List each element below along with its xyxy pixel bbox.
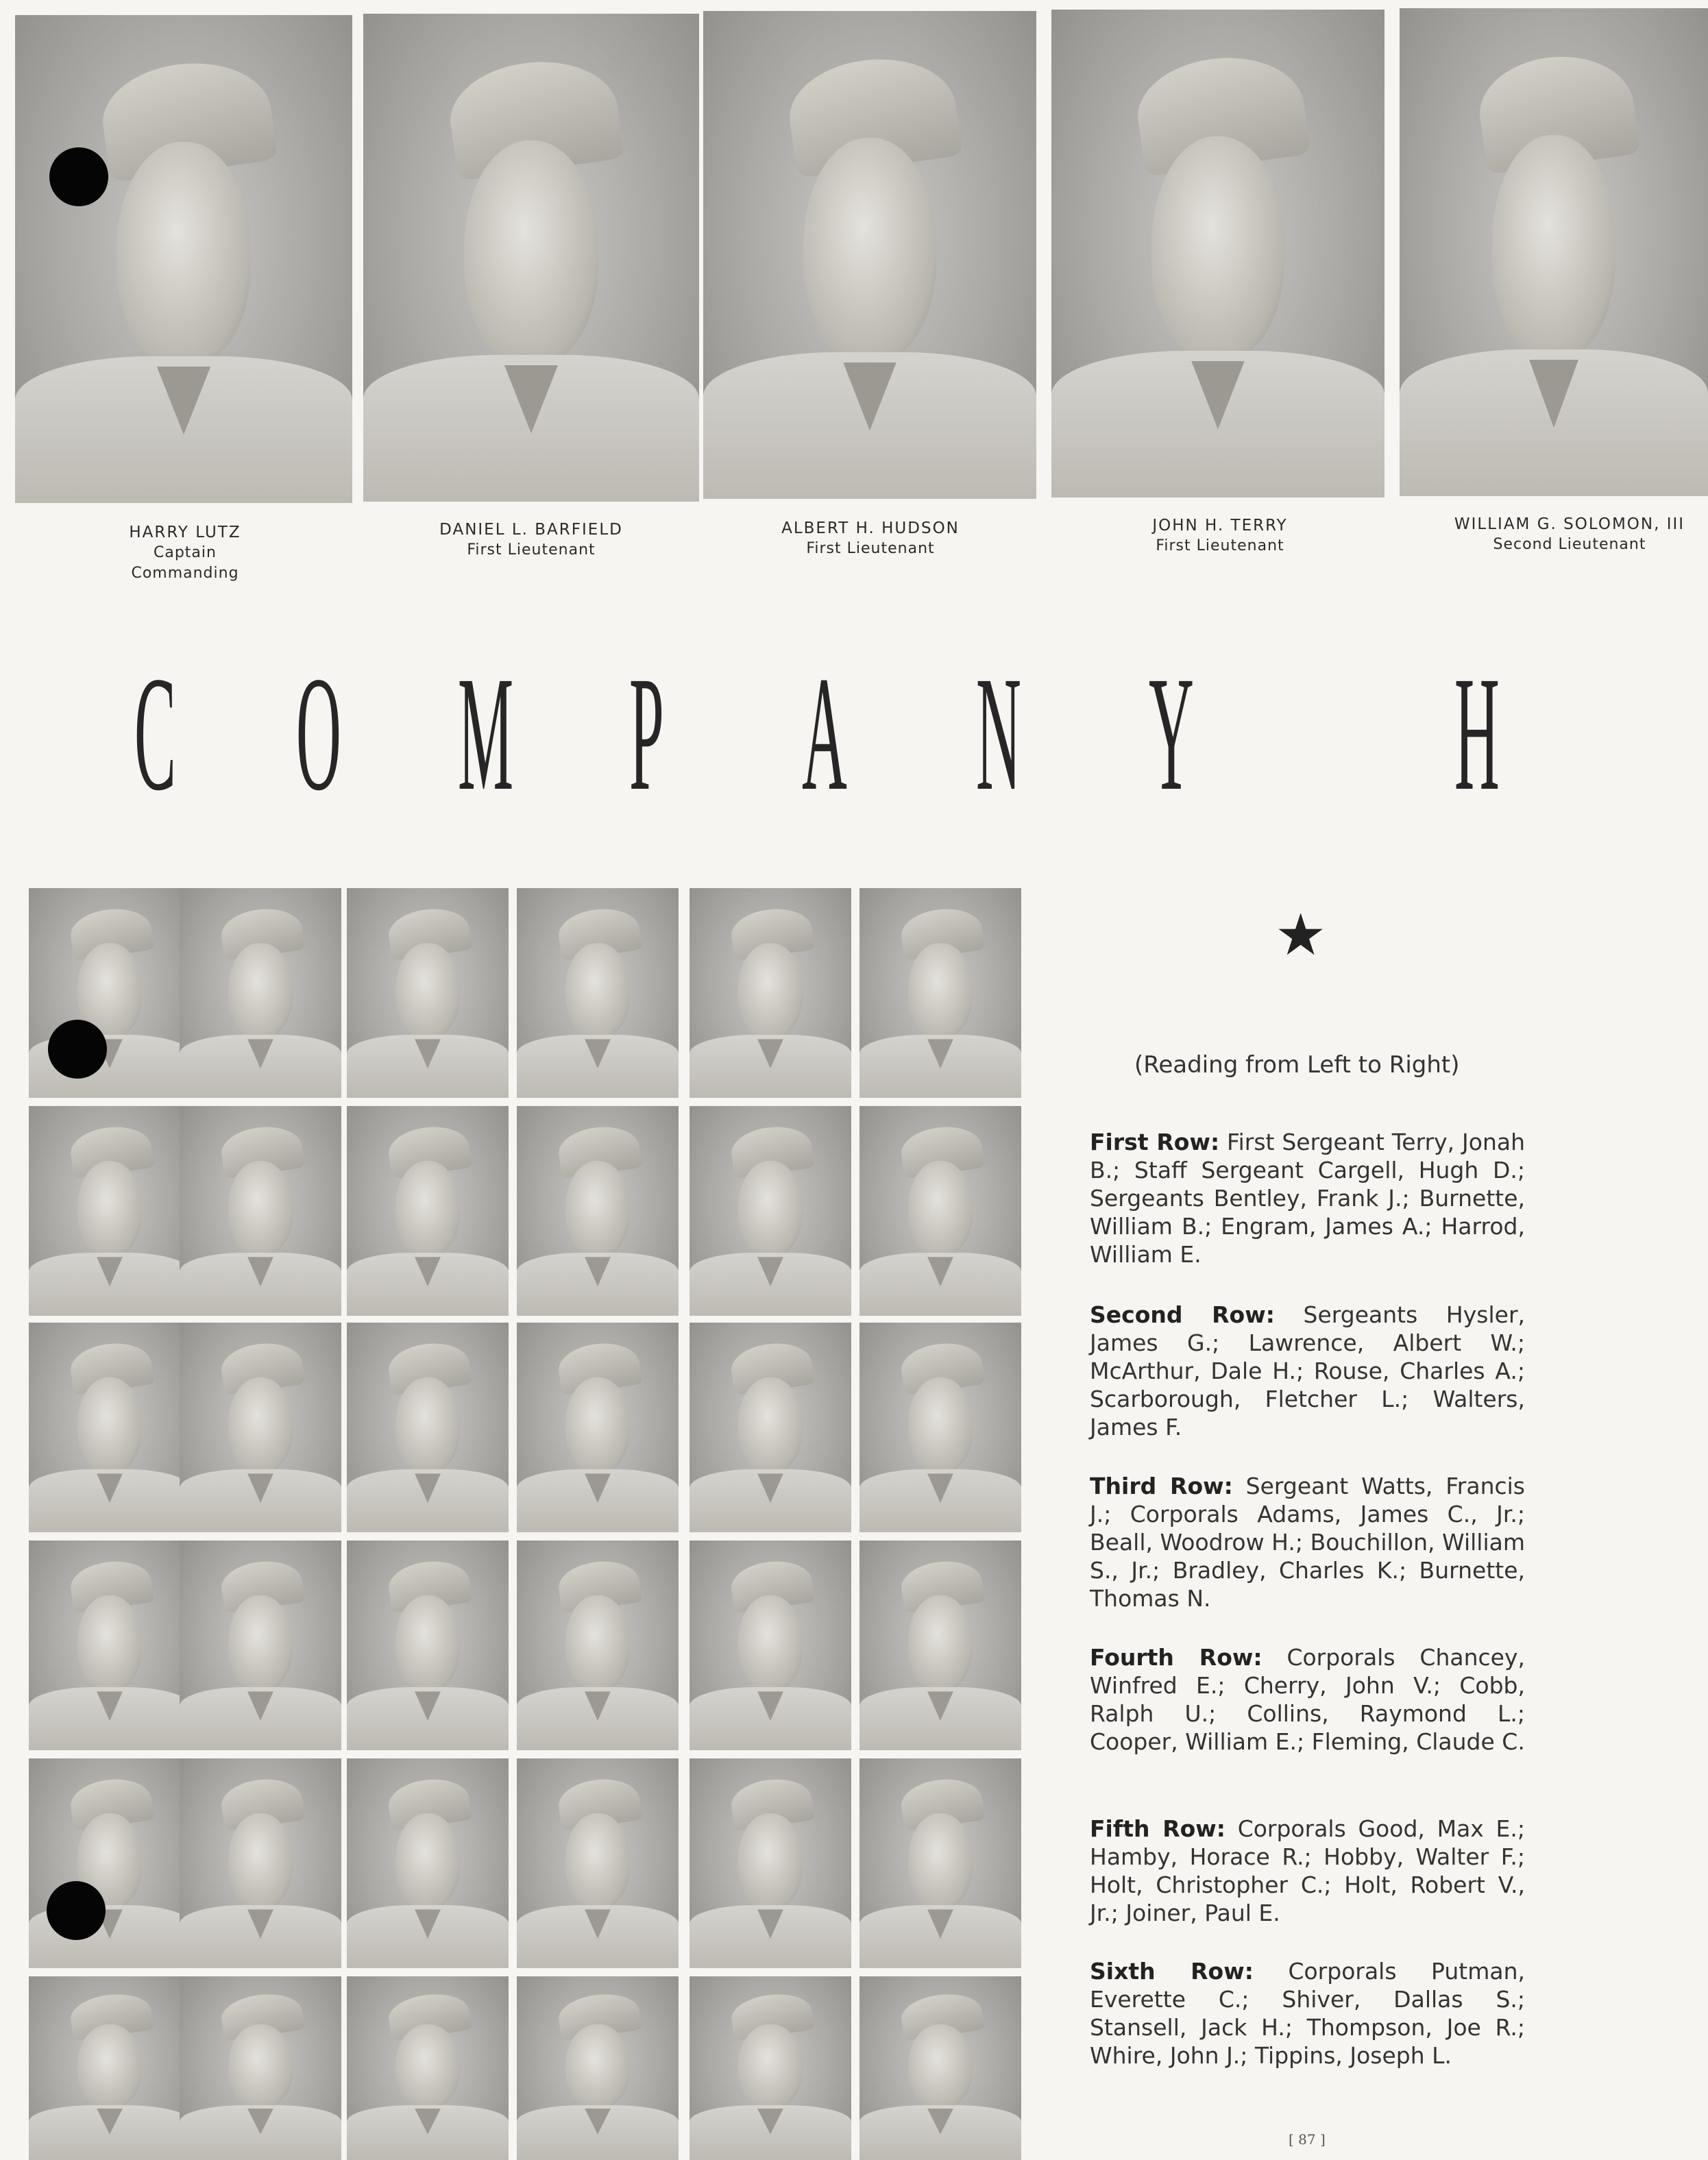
officer-portrait-4 [1051, 10, 1384, 498]
enlisted-portrait [347, 1976, 509, 2160]
enlisted-portrait [29, 1541, 191, 1750]
officer-rank: Second Lieutenant [1493, 536, 1646, 553]
enlisted-portrait [347, 1323, 509, 1532]
enlisted-portrait [517, 1758, 679, 1968]
title-letter: Y [1149, 642, 1194, 824]
star-icon: ★ [1275, 901, 1327, 968]
row-names: Corporals Putman, Everette C.; Shiver, Dallas S.; Stansell, Jack H.; Thompson, Joe R.; Whire, John J.; Tippins, Joseph L. [1090, 1958, 1526, 2069]
title-letter: P [629, 642, 664, 824]
row-label: Third Row: [1090, 1473, 1233, 1499]
officer-caption-1 [75, 522, 295, 584]
row-label: Second Row: [1090, 1301, 1275, 1328]
enlisted-portrait [517, 888, 679, 1098]
reading-note: (Reading from Left to Right) [1134, 1051, 1460, 1079]
enlisted-portrait [517, 1976, 679, 2160]
enlisted-portrait [29, 1323, 191, 1532]
enlisted-portrait [859, 1541, 1021, 1750]
enlisted-portrait [29, 1106, 191, 1316]
row-names: Corporals Good, Max E.; Hamby, Horace R.; Hobby, Walter F.; Holt, Christopher C.; Holt, Robert V., Jr.; Joiner, Paul E. [1090, 1815, 1525, 1926]
enlisted-portrait [690, 1758, 851, 1968]
row-label: Fourth Row: [1090, 1644, 1262, 1671]
officer-portrait-2 [363, 14, 699, 502]
enlisted-portrait [859, 1323, 1021, 1532]
officer-caption-3 [744, 518, 997, 559]
officer-name: ALBERT H. HUDSON [781, 519, 960, 537]
roster-row-3 [1090, 1472, 1525, 1612]
enlisted-portrait [690, 1541, 851, 1750]
enlisted-portrait [347, 1106, 509, 1316]
row-label: Fifth Row: [1090, 1815, 1225, 1842]
officer-name: WILLIAM G. SOLOMON, III [1454, 515, 1685, 533]
title-letter: H [1454, 642, 1500, 824]
enlisted-portrait [29, 1758, 191, 1968]
row-names: Sergeant Watts, Francis J.; Corporals Adams, James C., Jr.; Beall, Woodrow H.; Bouchillon, William S., Jr.; Bradley, Charles K.; Burnette, Thomas N. [1090, 1473, 1526, 1612]
roster-row-5 [1090, 1815, 1525, 1927]
roster-row-2 [1090, 1301, 1525, 1441]
officer-name: DANIEL L. BARFIELD [439, 521, 623, 539]
enlisted-portrait [690, 888, 851, 1098]
enlisted-portrait [690, 1106, 851, 1316]
row-names: First Sergeant Terry, Jonah B.; Staff Sergeant Cargell, Hugh D.; Sergeants Bentley, Frank J.; Burnette, William B.; Engram, James A.; Harrod, William E. [1090, 1129, 1525, 1268]
enlisted-portrait [180, 1976, 341, 2160]
enlisted-portrait [180, 1541, 341, 1750]
enlisted-portrait [180, 1323, 341, 1532]
title-letter: A [802, 642, 847, 824]
enlisted-portrait [859, 888, 1021, 1098]
officer-caption-5 [1432, 514, 1707, 555]
row-label: First Row: [1090, 1129, 1220, 1155]
title-letter: N [976, 642, 1021, 824]
roster-row-4 [1090, 1643, 1525, 1756]
officer-rank: First Lieutenant [1156, 537, 1284, 554]
title-letter: C [134, 642, 176, 824]
binder-hole [49, 147, 108, 206]
enlisted-portrait [29, 1976, 191, 2160]
row-label: Sixth Row: [1090, 1958, 1254, 1985]
page-number: [ 87 ] [1289, 2131, 1326, 2148]
enlisted-portrait [517, 1323, 679, 1532]
officer-name: JOHN H. TERRY [1152, 517, 1288, 535]
roster-row-1 [1090, 1128, 1525, 1268]
title-letter: M [458, 642, 514, 824]
enlisted-portrait [347, 1541, 509, 1750]
enlisted-portrait [859, 1106, 1021, 1316]
officer-caption-2 [401, 519, 661, 561]
enlisted-portrait [517, 1541, 679, 1750]
officer-rank: First Lieutenant [806, 540, 935, 557]
row-names: Sergeants Hysler, James G.; Lawrence, Albert W.; McArthur, Dale H.; Rouse, Charles A.; Scarborough, Fletcher L.; Walters, James F. [1090, 1301, 1525, 1440]
officer-caption-4 [1097, 515, 1343, 556]
roster-row-6 [1090, 1957, 1525, 2070]
enlisted-portrait [180, 888, 341, 1098]
officer-portrait-3 [703, 11, 1036, 499]
enlisted-portrait [859, 1758, 1021, 1968]
binder-hole [48, 1020, 107, 1079]
enlisted-portrait [180, 1758, 341, 1968]
enlisted-portrait [347, 888, 509, 1098]
enlisted-portrait [859, 1976, 1021, 2160]
enlisted-portrait [517, 1106, 679, 1316]
row-names: Corporals Chancey, Winfred E.; Cherry, John V.; Cobb, Ralph U.; Collins, Raymond L.; Cooper, William E.; Fleming, Claude C. [1090, 1644, 1525, 1755]
officer-name: HARRY LUTZ [129, 524, 241, 541]
title-letter: O [296, 642, 341, 824]
binder-hole [47, 1881, 106, 1940]
enlisted-portrait [180, 1106, 341, 1316]
officer-portrait-1 [15, 15, 352, 503]
officer-role: Commanding [131, 565, 239, 582]
enlisted-portrait [690, 1976, 851, 2160]
enlisted-portrait [690, 1323, 851, 1532]
officer-rank: Captain [154, 544, 217, 561]
enlisted-portrait [347, 1758, 509, 1968]
officer-portrait-5 [1400, 8, 1708, 496]
officer-rank: First Lieutenant [467, 541, 596, 559]
